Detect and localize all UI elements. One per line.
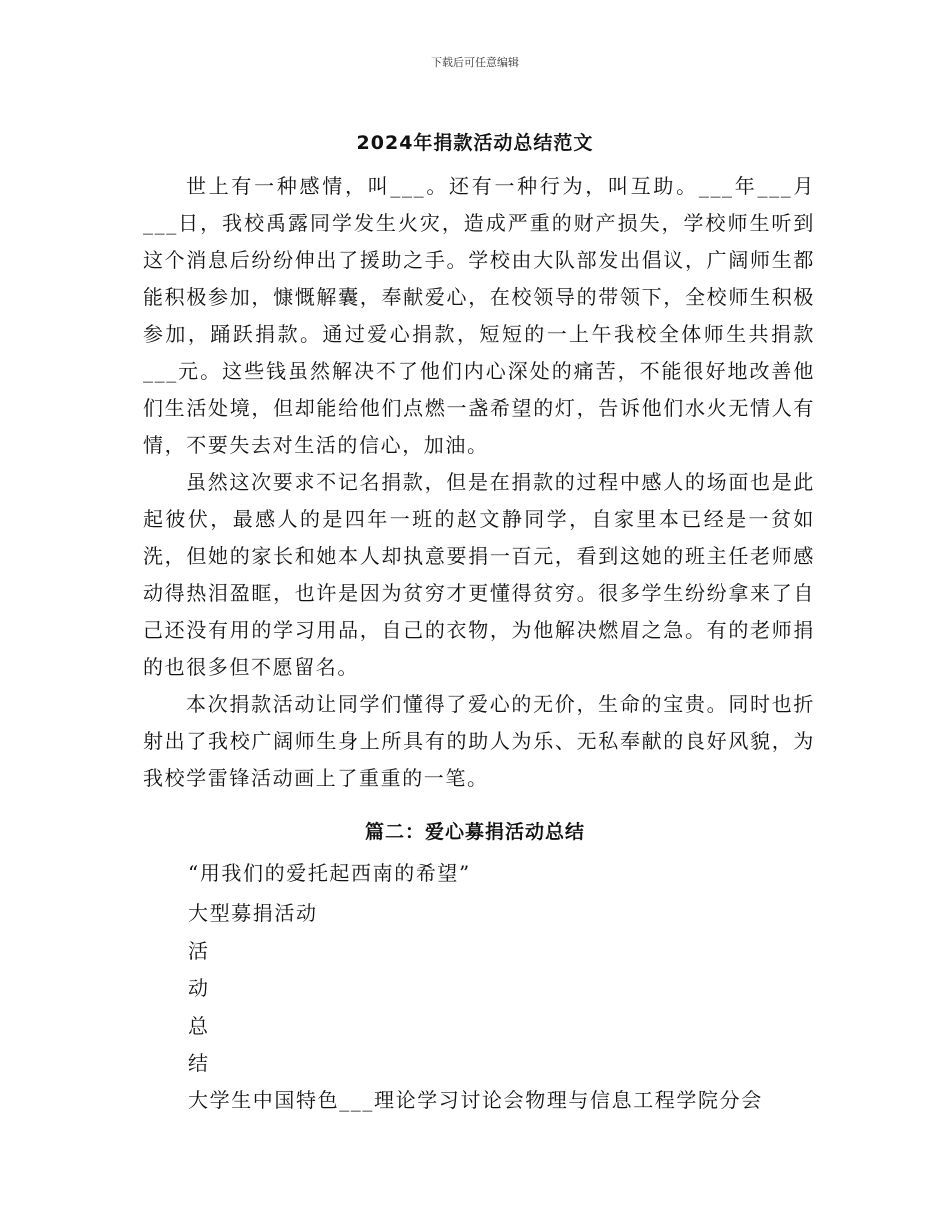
section-2-title: 篇二：爱心募捐活动总结: [364, 821, 585, 843]
section-2-line: 活: [188, 939, 210, 963]
header-note: 下载后可任意编辑: [431, 56, 519, 69]
paragraph-1: 世上有一种感情，叫___。还有一种行为，叫互助。___年___月___日，我校禹露同学发生火灾，造成严重的财产损失，学校师生听到这个消息后纷纷伸出了援助之手。学校由大队部发出倡议，广阔师生都能积极参加，慷慨解囊，奉献爱心，在校领导的带领下，全校师生积极参加，踊跃捐款。通过爱心捐款，短短的一上午我校全体师生共捐款___元。这些钱虽然解决不了他们内心深处的痛苦，不能很好地改善他们生活处境，但却能给他们点燃一盏希望的灯，告诉他们水火无情人有情，不要失去对生活的信心，加油。: [143, 174, 815, 457]
section-2-line: 总: [188, 1014, 210, 1038]
document-title: 2024年捐款活动总结范文: [356, 132, 594, 154]
section-2-line: 结: [188, 1051, 210, 1075]
section-2-line: 动: [188, 976, 210, 1000]
paragraph-2: 虽然这次要求不记名捐款，但是在捐款的过程中感人的场面也是此起彼伏，最感人的是四年一班的赵文静同学，自家里本已经是一贫如洗，但她的家长和她本人却执意要捐一百元，看到这她的班主任老师感动得热泪盈眶，也许是因为贫穷才更懂得贫穷。很多学生纷纷拿来了自己还没有用的学习用品，自己的衣物，为他解决燃眉之急。有的老师捐的也很多但不愿留名。: [143, 470, 815, 679]
section-2-line: 大学生中国特色___理论学习讨论会物理与信息工程学院分会: [188, 1088, 763, 1112]
section-2-line: “用我们的爱托起西南的希望”: [188, 861, 471, 885]
paragraph-3: 本次捐款活动让同学们懂得了爱心的无价，生命的宝贵。同时也折射出了我校广阔师生身上所具有的助人为乐、无私奉献的良好风貌，为我校学雷锋活动画上了重重的一笔。: [143, 692, 815, 790]
section-2-line: 大型募捐活动: [188, 901, 318, 925]
